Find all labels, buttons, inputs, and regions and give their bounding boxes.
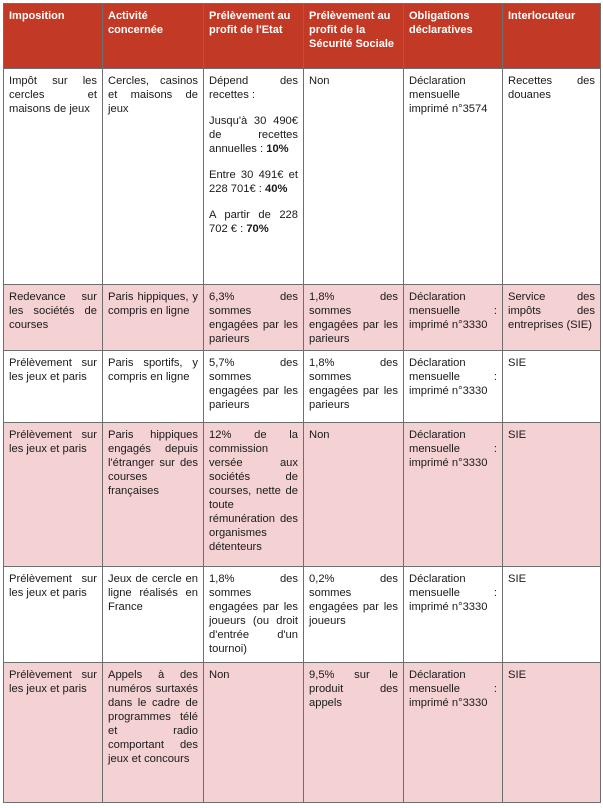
table-row (4, 663, 601, 803)
cell-imposition: Redevance sur les sociétés de courses (4, 285, 103, 351)
table-row (4, 423, 601, 567)
header-prelevement-secu: Prélèvement au profit de la Sécurité Sociale (304, 4, 404, 69)
cell-obligations: Déclaration mensuelle : imprimé n°3330 (404, 285, 503, 351)
table-row (4, 351, 601, 423)
tier-1-text: Jusqu'à 30 490€ de recettes annuelles : (209, 115, 298, 155)
rate-tier-1 (209, 114, 298, 156)
cell-secu: 1,8% des sommes engagées par les parieurs (304, 285, 404, 351)
cell-imposition: Prélèvement sur les jeux et paris (4, 663, 103, 803)
cell-activite: Paris sportifs, y compris en ligne (103, 351, 204, 423)
tier-2-rate: 40% (265, 183, 288, 195)
cell-etat: 6,3% des sommes engagées par les parieurs (204, 285, 304, 351)
cell-obligations: Déclaration mensuelle : imprimé n°3330 (404, 423, 503, 567)
cell-imposition: Prélèvement sur les jeux et paris (4, 567, 103, 663)
cell-secu: 9,5% sur le produit des appels (304, 663, 404, 803)
rate-intro: Dépend des recettes : (209, 75, 298, 101)
table-row (4, 69, 601, 285)
rate-tier-3 (209, 208, 298, 236)
header-interlocuteur: Interlocuteur (503, 4, 601, 69)
tax-table-container (3, 3, 600, 803)
header-imposition: Imposition (4, 4, 103, 69)
cell-obligations: Déclaration mensuelle : imprimé n°3330 (404, 663, 503, 803)
cell-secu: Non (304, 69, 404, 285)
cell-interlocuteur: Recettes des douanes (503, 69, 601, 285)
cell-etat: 1,8% des sommes engagées par les joueurs (ou droit d'entrée d'un tournoi) (204, 567, 304, 663)
header-row (4, 4, 601, 69)
cell-interlocuteur: SIE (503, 423, 601, 567)
cell-obligations: Déclaration mensuelle : imprimé n°3330 (404, 351, 503, 423)
cell-obligations: Déclaration mensuelle imprimé n°3574 (404, 69, 503, 285)
cell-activite: Cercles, casinos et maisons de jeux (103, 69, 204, 285)
tier-2-text: Entre 30 491€ et 228 701€ : (209, 169, 298, 195)
cell-secu: 0,2% des sommes engagées par les joueurs (304, 567, 404, 663)
cell-obligations: Déclaration mensuelle : imprimé n°3330 (404, 567, 503, 663)
table-row (4, 285, 601, 351)
header-obligations: Obligations déclaratives (404, 4, 503, 69)
cell-interlocuteur: SIE (503, 567, 601, 663)
cell-etat: 5,7% des sommes engagées par les parieurs (204, 351, 304, 423)
tier-3-text: A partir de 228 702 € : (209, 209, 298, 235)
gaming-tax-table (3, 3, 601, 803)
cell-interlocuteur: SIE (503, 351, 601, 423)
cell-activite: Appels à des numéros surtaxés dans le cadre de programmes télé et radio comportant des jeux et concours (103, 663, 204, 803)
cell-activite: Jeux de cercle en ligne réalisés en France (103, 567, 204, 663)
cell-secu: 1,8% des sommes engagées par les parieurs (304, 351, 404, 423)
tier-3-rate: 70% (246, 223, 269, 235)
cell-etat: 12% de la commission versée aux sociétés de courses, nette de toute rémunération des organismes détenteurs (204, 423, 304, 567)
cell-activite: Paris hippiques engagés depuis l'étranger sur des courses françaises (103, 423, 204, 567)
rate-tier-2 (209, 168, 298, 196)
table-row (4, 567, 601, 663)
header-activite: Activité concernée (103, 4, 204, 69)
cell-etat (204, 69, 304, 285)
cell-imposition: Prélèvement sur les jeux et paris (4, 423, 103, 567)
cell-secu: Non (304, 423, 404, 567)
cell-activite: Paris hippiques, y compris en ligne (103, 285, 204, 351)
cell-imposition: Impôt sur les cercles et maisons de jeux (4, 69, 103, 285)
cell-etat: Non (204, 663, 304, 803)
cell-interlocuteur: SIE (503, 663, 601, 803)
tier-1-rate: 10% (266, 143, 289, 155)
cell-interlocuteur: Service des impôts des entreprises (SIE) (503, 285, 601, 351)
cell-imposition: Prélèvement sur les jeux et paris (4, 351, 103, 423)
header-prelevement-etat: Prélèvement au profit de l'Etat (204, 4, 304, 69)
